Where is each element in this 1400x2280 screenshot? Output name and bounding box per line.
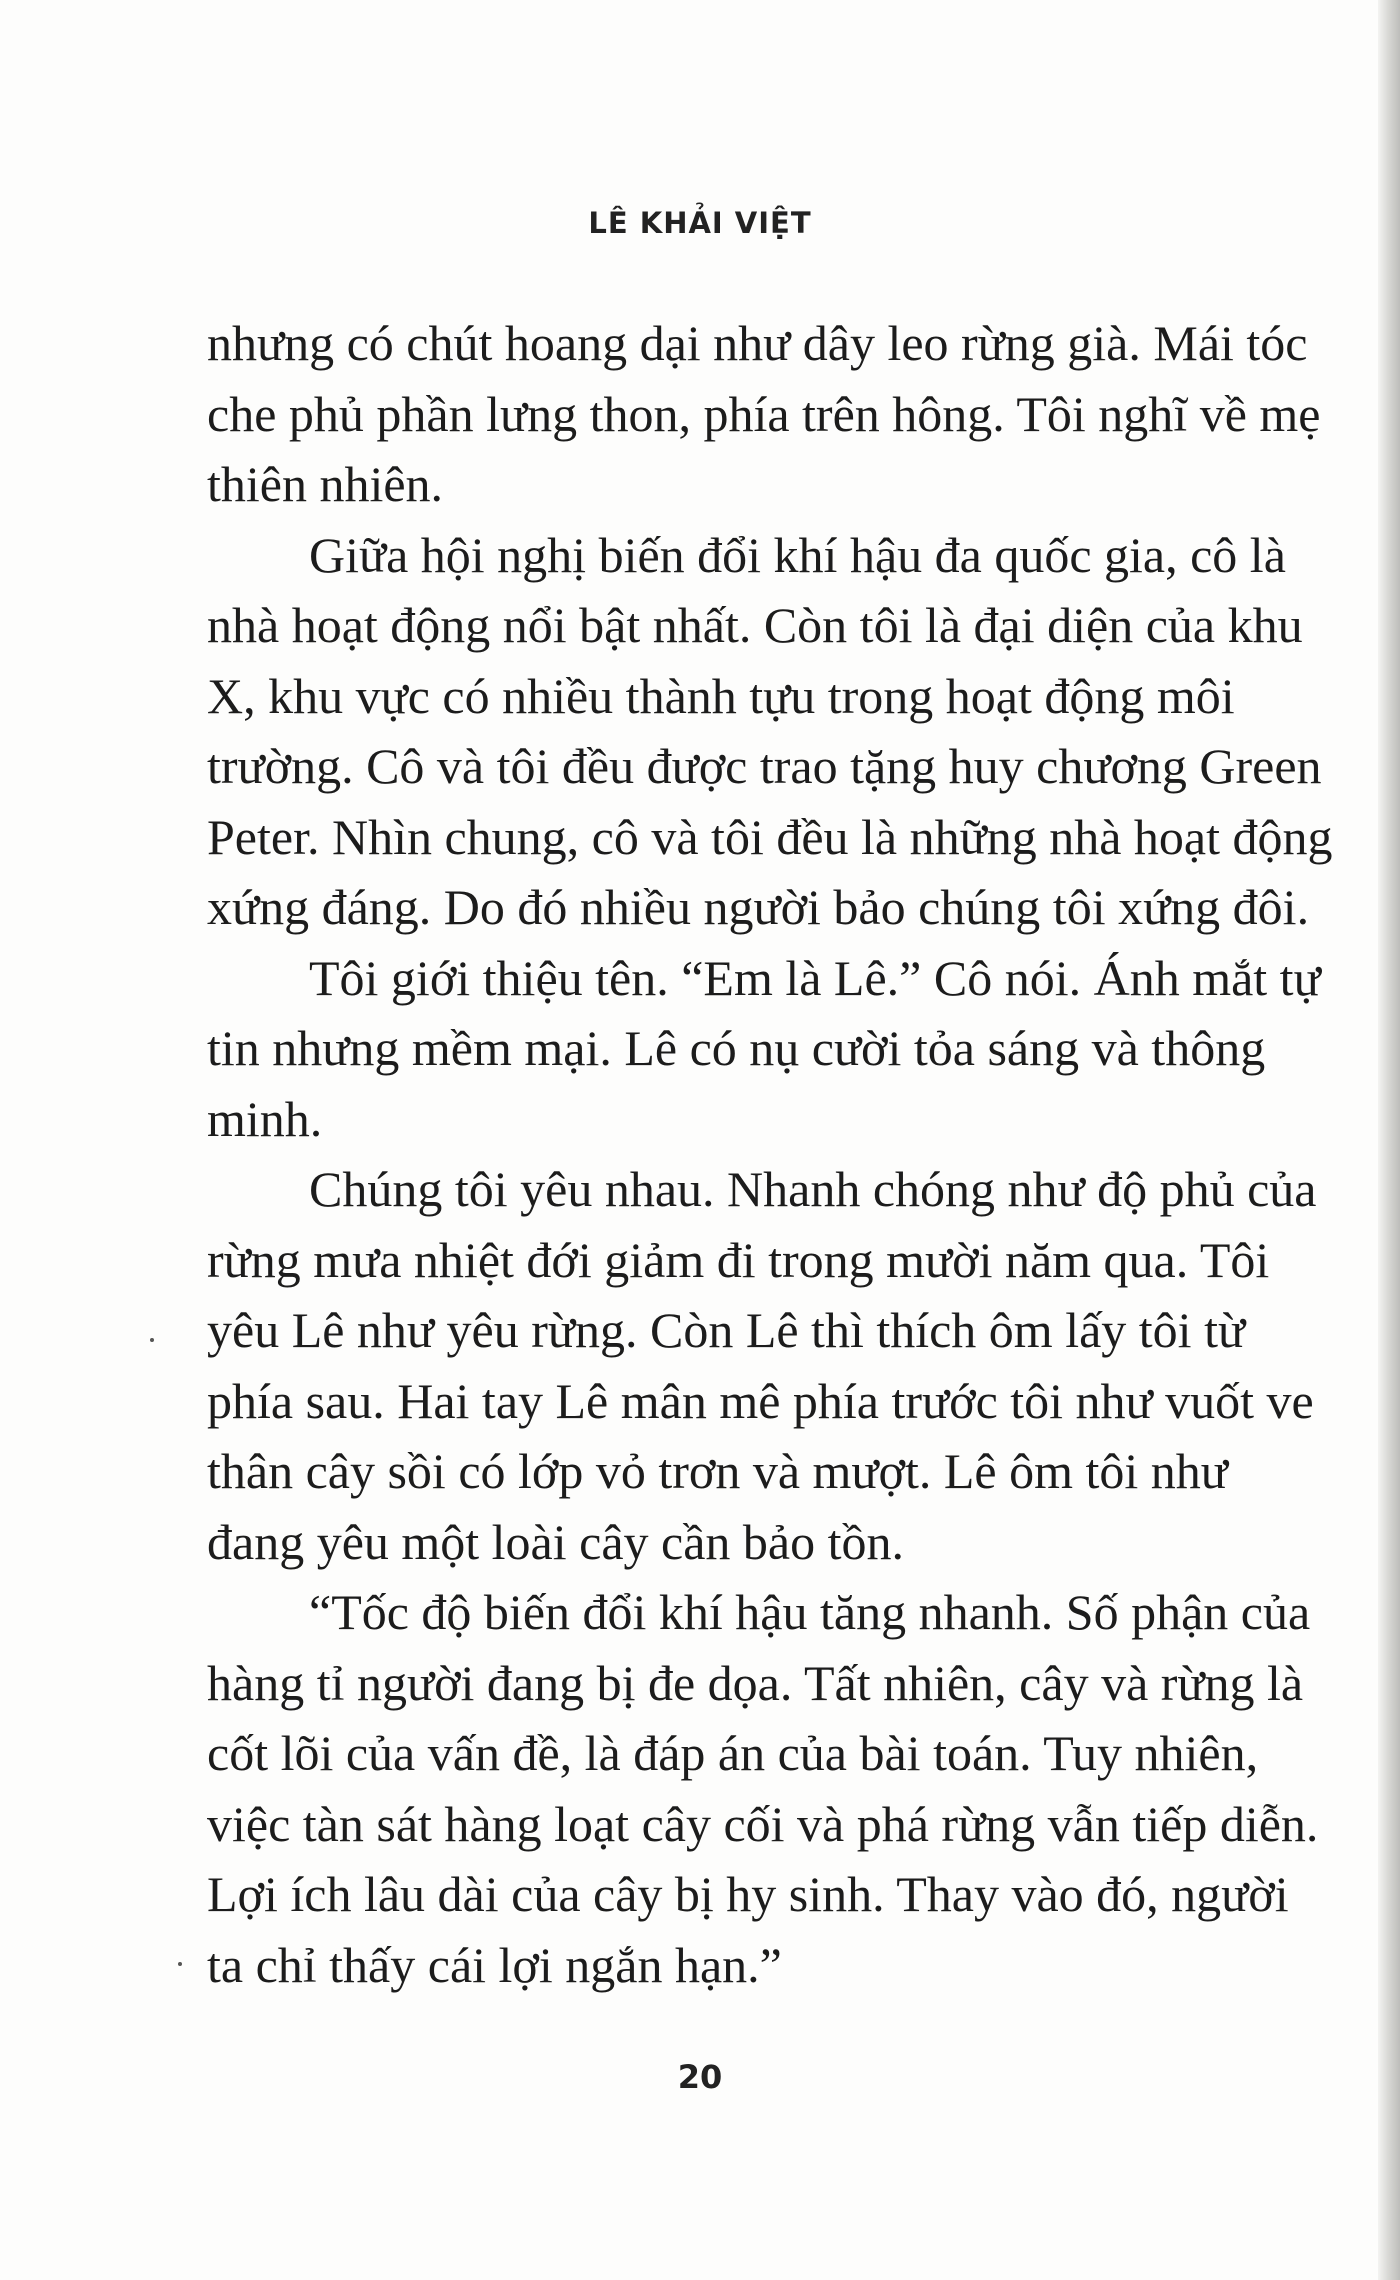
paragraph-1: nhưng có chút hoang dại như dây leo rừng già. Mái tóc che phủ phần lưng thon, phía trên hông. Tôi nghĩ về mẹ thiên nhiên. — [207, 315, 1321, 512]
paragraph-4: Chúng tôi yêu nhau. Nhanh chóng như độ phủ của rừng mưa nhiệt đới giảm đi trong mười năm qua. Tôi yêu Lê như yêu rừng. Còn Lê thì thích ôm lấy tôi từ phía sau. Hai tay Lê mân mê phía trước tôi như vuốt ve thân cây sồi có lớp vỏ trơn và mượt. Lê ôm tôi như đang yêu một loài cây cần bảo tồn. — [207, 1161, 1317, 1570]
paragraph-3: Tôi giới thiệu tên. “Em là Lê.” Cô nói. Ánh mắt tự tin nhưng mềm mại. Lê có nụ cười tỏa sáng và thông minh. — [207, 949, 1321, 1147]
page-edge-shadow — [1378, 0, 1400, 2280]
scan-speck — [150, 1338, 154, 1342]
scan-speck — [178, 1962, 182, 1966]
page-number: 20 — [677, 2058, 723, 2096]
running-header: LÊ KHẢI VIỆT — [588, 206, 812, 240]
paragraph-2: Giữa hội nghị biến đổi khí hậu đa quốc gia, cô là nhà hoạt động nổi bật nhất. Còn tôi là đại diện của khu X, khu vực có nhiều thành tựu trong hoạt động môi trường. Cô và tôi đều được trao tặng huy chương Green Peter. Nhìn chung, cô và tôi đều là những nhà hoạt động xứng đáng. Do đó nhiều người bảo chúng tôi xứng đôi. — [207, 526, 1333, 935]
paragraph-5: “Tốc độ biến đổi khí hậu tăng nhanh. Số phận của hàng tỉ người đang bị đe dọa. Tất nhiên, cây và rừng là cốt lõi của vấn đề, là đáp án của bài toán. Tuy nhiên, việc tàn sát hàng loạt cây cối và phá rừng vẫn tiếp diễn. Lợi ích lâu dài của cây bị hy sinh. Thay vào đó, người ta chỉ thấy cái lợi ngắn hạn.” — [207, 1584, 1319, 1993]
body-text — [207, 308, 1337, 2000]
